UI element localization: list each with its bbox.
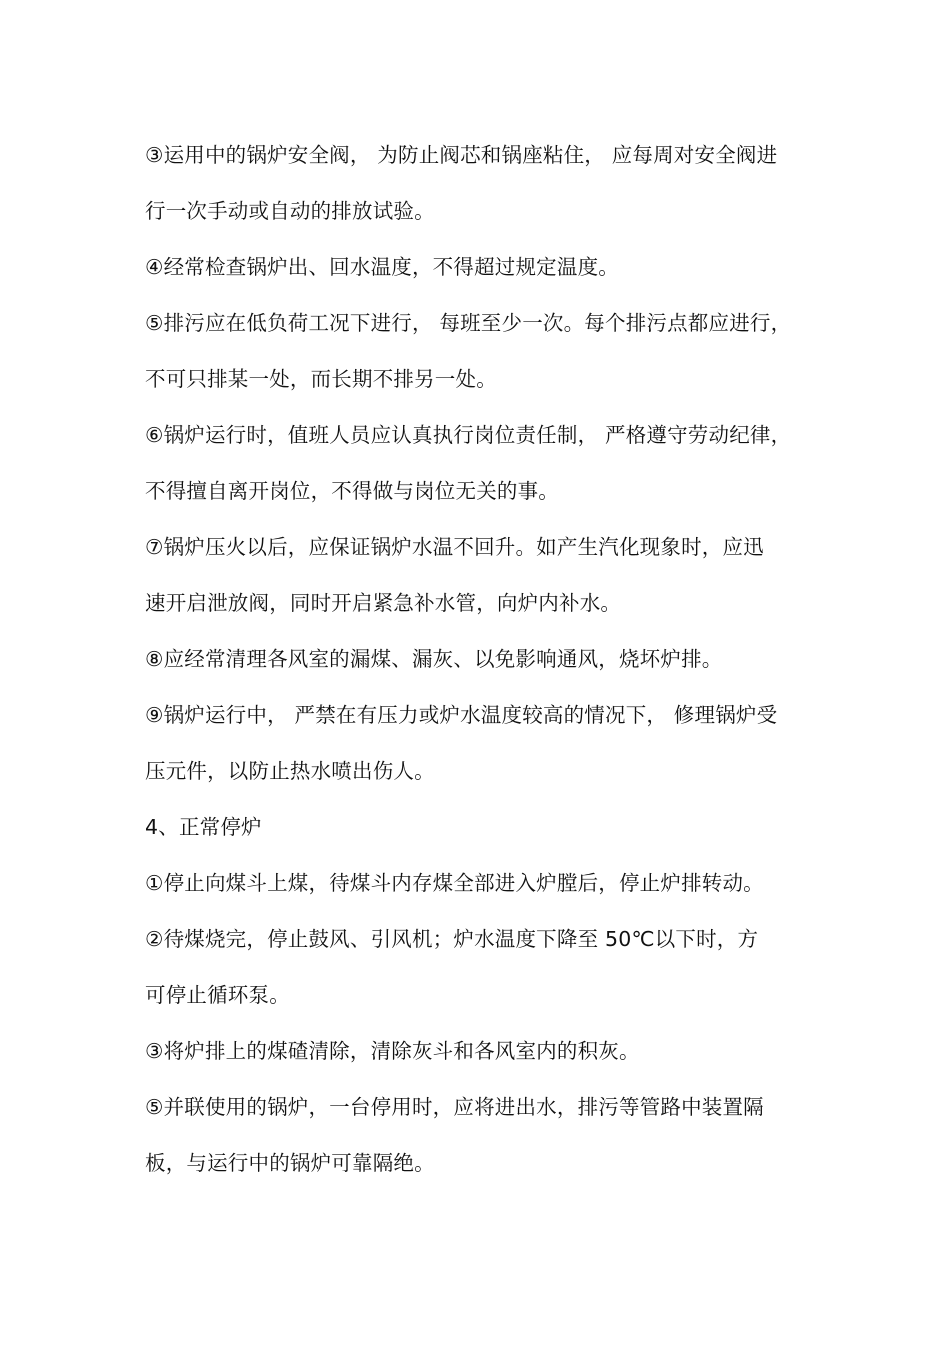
text-line: ①停止向煤斗上煤，待煤斗内存煤全部进入炉膛后，停止炉排转动。 [145,871,764,895]
text-line: ⑧应经常清理各风室的漏煤、漏灰、以免影响通风，烧坏炉排。 [145,647,723,671]
text-line: ③将炉排上的煤碴清除，清除灰斗和各风室内的积灰。 [145,1039,640,1063]
text-line: ④经常检查锅炉出、回水温度，不得超过规定温度。 [145,255,619,279]
text-line: ⑤并联使用的锅炉，一台停用时，应将进出水，排污等管路中装置隔 [145,1095,764,1119]
section-heading: 4、正常停炉 [145,815,262,839]
text-line: ⑦锅炉压火以后，应保证锅炉水温不回升。如产生汽化现象时，应迅 [145,535,764,559]
text-line: ⑥锅炉运行时，值班人员应认真执行岗位责任制， 严格遵守劳动纪律， [145,423,792,447]
text-line: ③运用中的锅炉安全阀， 为防止阀芯和锅座粘住， 应每周对安全阀进 [145,143,778,167]
text-line: ⑤排污应在低负荷工况下进行， 每班至少一次。每个排污点都应进行， [145,311,792,335]
text-line: ⑨锅炉运行中， 严禁在有压力或炉水温度较高的情况下， 修理锅炉受 [145,703,778,727]
text-line: 可停止循环泵。 [145,983,290,1007]
text-line: 不可只排某一处，而长期不排另一处。 [145,367,497,391]
text-line: ②待煤烧完，停止鼓风、引风机；炉水温度下降至 50℃以下时，方 [145,927,759,951]
text-line: 板，与运行中的锅炉可靠隔绝。 [145,1151,435,1175]
text-line: 行一次手动或自动的排放试验。 [145,199,435,223]
text-line: 压元件，以防止热水喷出伤人。 [145,759,435,783]
text-line: 不得擅自离开岗位，不得做与岗位无关的事。 [145,479,559,503]
text-line: 速开启泄放阀，同时开启紧急补水管，向炉内补水。 [145,591,622,615]
